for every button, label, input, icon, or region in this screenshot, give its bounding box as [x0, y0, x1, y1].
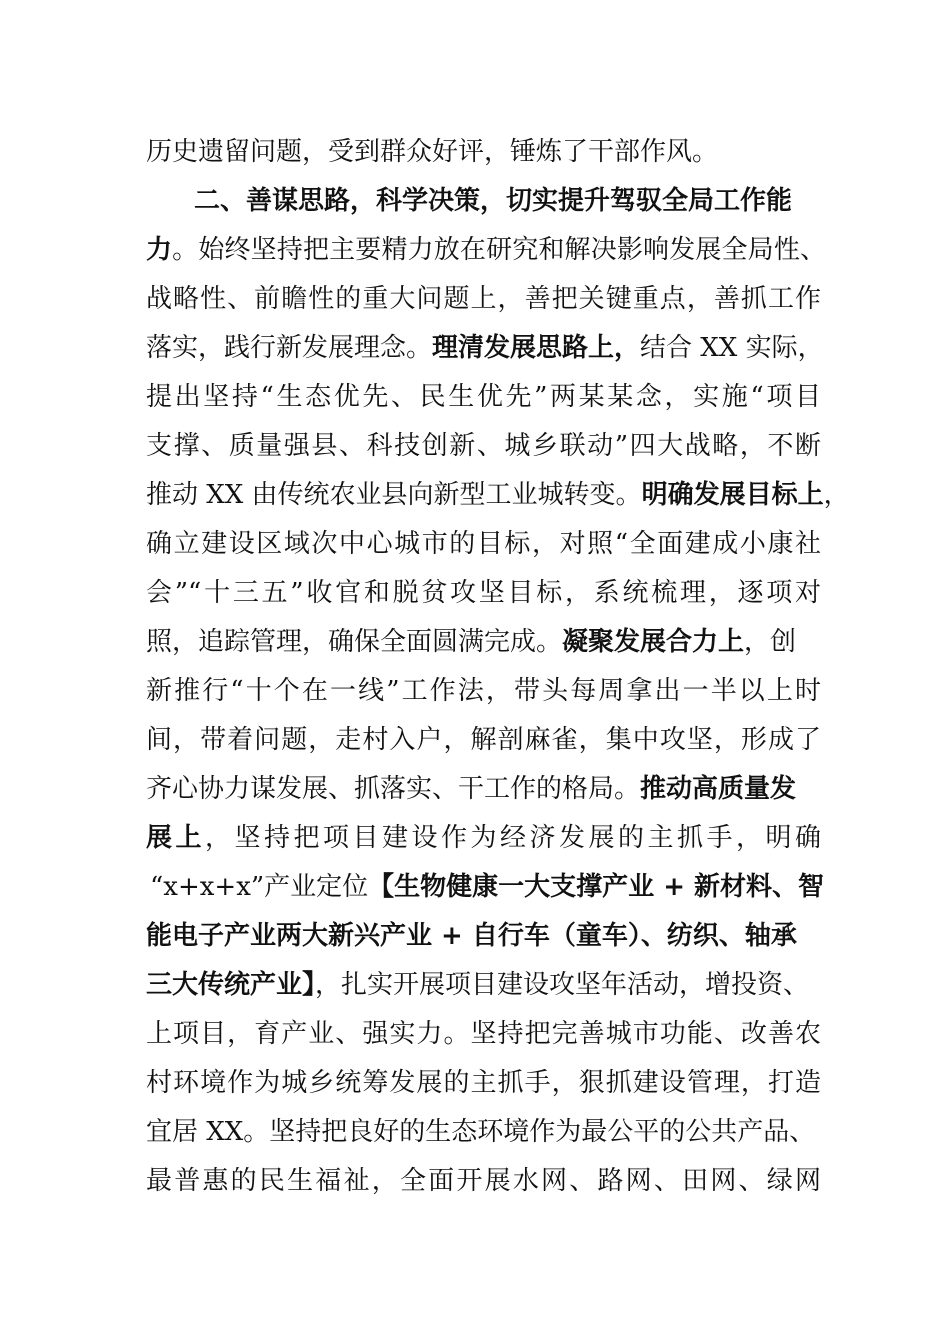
- text-segment: 确立建设区域次中心城市的目标，对照“全面建成小康社: [146, 529, 821, 559]
- text-segment: 上项目，育产业、强实力。坚持把完善城市功能、改善农: [146, 1019, 821, 1049]
- text-line: [146, 818, 821, 858]
- text-segment: ，创: [744, 627, 797, 657]
- bold-subheading: 推动高质量发: [640, 774, 797, 804]
- text-line: [146, 426, 821, 466]
- text-segment: 村环境作为城乡统筹发展的主抓手，狠抓建设管理，打造: [146, 1068, 821, 1098]
- text-line: [146, 769, 821, 809]
- text-segment: 落实，践行新发展理念。: [146, 333, 433, 363]
- bold-subheading: 明确发展目标上: [641, 480, 824, 510]
- bold-emphasis: 三大传统产业】: [146, 970, 316, 1000]
- bold-subheading: 理清发展思路上，: [432, 333, 641, 363]
- bold-emphasis: 【生物健康一大支撑产业 + 新材料、智: [368, 872, 825, 902]
- text-line: [146, 671, 821, 711]
- text-line: [146, 965, 826, 1005]
- text-segment: 齐心协力谋发展、抓落实、干工作的格局。: [146, 774, 641, 804]
- text-line: [146, 1063, 821, 1103]
- section-heading-tail: 力: [146, 235, 173, 265]
- text-segment: 会”“十三五”收官和脱贫攻坚目标，系统梳理，逐项对: [146, 578, 821, 608]
- text-segment: ，坚持把项目建设作为经济发展的主抓手，明确: [205, 823, 821, 853]
- text-segment: 照，追踪管理，确保全面圆满完成。: [146, 627, 563, 657]
- text-segment: ，扎实开展项目建设攻坚年活动，增投资、: [315, 970, 810, 1000]
- text-segment: 宜居 XX。坚持把良好的生态环境作为最公平的公共产品、: [146, 1117, 816, 1147]
- text-line: [146, 622, 821, 662]
- text-line: [146, 524, 821, 564]
- text-line: [146, 1014, 821, 1054]
- text-segment: 推动 XX 由传统农业县向新型工业城转变。: [146, 480, 642, 510]
- text-segment: 间，带着问题，走村入户，解剖麻雀，集中攻坚，形成了: [146, 725, 821, 755]
- bold-subheading: 展上: [146, 823, 205, 853]
- text-segment: 战略性、前瞻性的重大问题上，善把关键重点，善抓工作: [146, 284, 821, 314]
- text-line: [146, 132, 821, 172]
- text-line: [146, 279, 821, 319]
- text-line: [146, 720, 821, 760]
- text-line: [146, 1112, 826, 1152]
- section-heading-line: [194, 181, 818, 221]
- bold-emphasis: 能电子产业两大新兴产业 + 自行车（童车）、纺织、轴承: [146, 921, 797, 951]
- text-segment: 结合 XX 实际，: [640, 333, 824, 363]
- text-segment: 新推行“十个在一线”工作法，带头每周拿出一半以上时: [146, 676, 821, 706]
- text-line: [146, 573, 821, 613]
- text-line: [146, 377, 821, 417]
- text-line: [150, 867, 825, 907]
- text-segment: 历史遗留问题，受到群众好评，锤炼了干部作风。: [146, 137, 719, 167]
- text-line: [146, 328, 824, 368]
- section-heading: 二、善谋思路，科学决策，切实提升驾驭全局工作能: [194, 186, 793, 216]
- text-line: [146, 1161, 821, 1201]
- text-segment: 最普惠的民生福祉，全面开展水网、路网、田网、绿网: [146, 1166, 821, 1196]
- text-segment: “x+x+x”产业定位: [150, 872, 369, 902]
- bold-subheading: 凝聚发展合力上: [562, 627, 745, 657]
- text-segment: 。始终坚持把主要精力放在研究和解决影响发展全局性、: [172, 235, 826, 265]
- text-line: [146, 916, 821, 956]
- text-segment: 支撑、质量强县、科技创新、城乡联动”四大战略，不断: [146, 431, 821, 461]
- text-line: [146, 230, 826, 270]
- text-segment: 提出坚持“生态优先、民生优先”两某某念，实施“项目: [146, 382, 821, 412]
- text-line: [146, 475, 850, 515]
- text-segment: ，: [823, 480, 850, 510]
